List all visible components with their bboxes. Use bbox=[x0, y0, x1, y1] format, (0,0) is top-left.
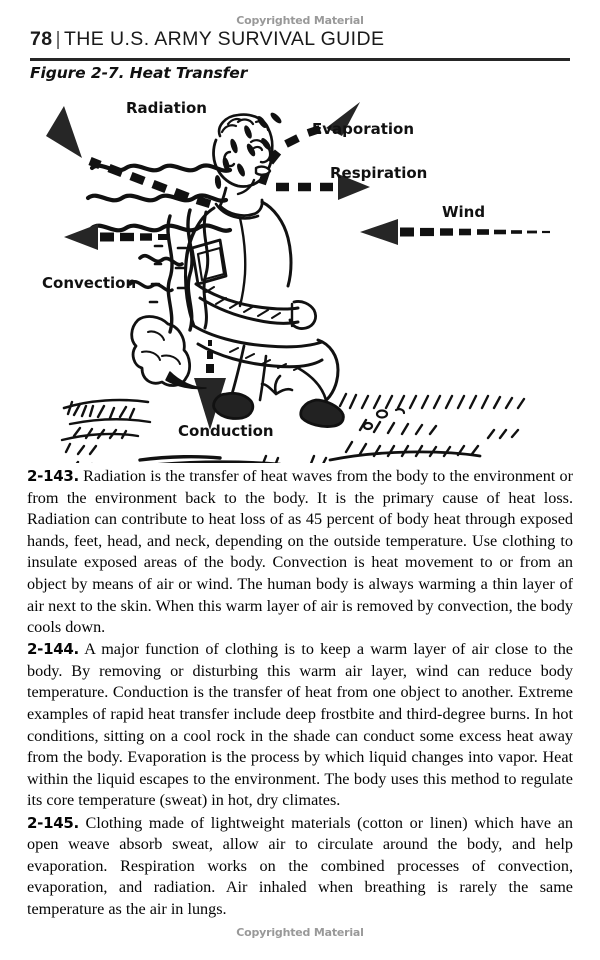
paragraph-text: A major function of clothing is to keep a warm layer of air close to the body. By removing or disturbing this warm air layer, wind can reduce body temperature. Conduction is the transfer of heat from one object to another. Extreme examples of rapid heat transfer include deep frostbite and third-degree burns. In hot conditions, sitting on a cool rock in the shade can conduct some excess heat away from the body. Evaporation is the process by which liquid changes into vapor. Heat within the liquid escapes to the environment. The body uses this method to regulate its core temperature (sweat) in hot, dry climates. bbox=[27, 640, 573, 810]
paragraph-text: Radiation is the transfer of heat waves from the body to the environment or from the environment back to the body. It is the primary cause of heat loss. Radiation can contribute to heat loss of as 45 percent of body heat through exposed hands, feet, head, and neck, depending on the outside temperature. Use clothing to insulate exposed areas of the body. Convection is heat movement to or from an object by means of air or wind. The human body is always warming a thin layer of air next to the skin. When this warm layer of air is removed by convection, the body cools down. bbox=[27, 467, 573, 637]
paragraph-number: 2-143. bbox=[27, 467, 79, 485]
figure-heat-transfer-illustration bbox=[30, 88, 570, 463]
label-radiation: Radiation bbox=[126, 99, 207, 117]
copyright-watermark-top: Copyrighted Material bbox=[236, 14, 364, 27]
label-convection: Convection bbox=[42, 274, 137, 292]
running-head bbox=[30, 28, 384, 51]
book-title: THE U.S. ARMY SURVIVAL GUIDE bbox=[63, 28, 385, 50]
ground-and-grass bbox=[62, 376, 524, 463]
header-rule bbox=[30, 58, 570, 61]
paragraph-2-143 bbox=[27, 466, 573, 639]
radiation-arrow bbox=[46, 106, 210, 204]
paragraph-2-144 bbox=[27, 639, 573, 812]
figure-caption: Figure 2-7. Heat Transfer bbox=[30, 64, 248, 82]
paragraph-2-145 bbox=[27, 813, 573, 921]
body-text bbox=[27, 466, 573, 921]
page-number: 78 bbox=[30, 28, 53, 50]
label-evaporation: Evaporation bbox=[312, 120, 415, 138]
wind-arrow bbox=[360, 219, 550, 245]
copyright-watermark-bottom: Copyrighted Material bbox=[236, 926, 364, 939]
label-respiration: Respiration bbox=[330, 164, 428, 182]
paragraph-number: 2-145. bbox=[27, 813, 79, 832]
running-head-separator: | bbox=[55, 28, 61, 50]
label-conduction: Conduction bbox=[178, 422, 274, 440]
paragraph-text: Clothing made of lightweight materials (cotton or linen) which have an open weave absorb sweat, allow air to circulate around the body, and help evaporation. Respiration works on the combined processes of convection, evaporation, and radiation. Air inhaled when breathing is rarely the same temperature as the air in lungs. bbox=[27, 813, 573, 918]
paragraph-number: 2-144. bbox=[27, 640, 79, 659]
label-wind: Wind bbox=[442, 203, 486, 221]
